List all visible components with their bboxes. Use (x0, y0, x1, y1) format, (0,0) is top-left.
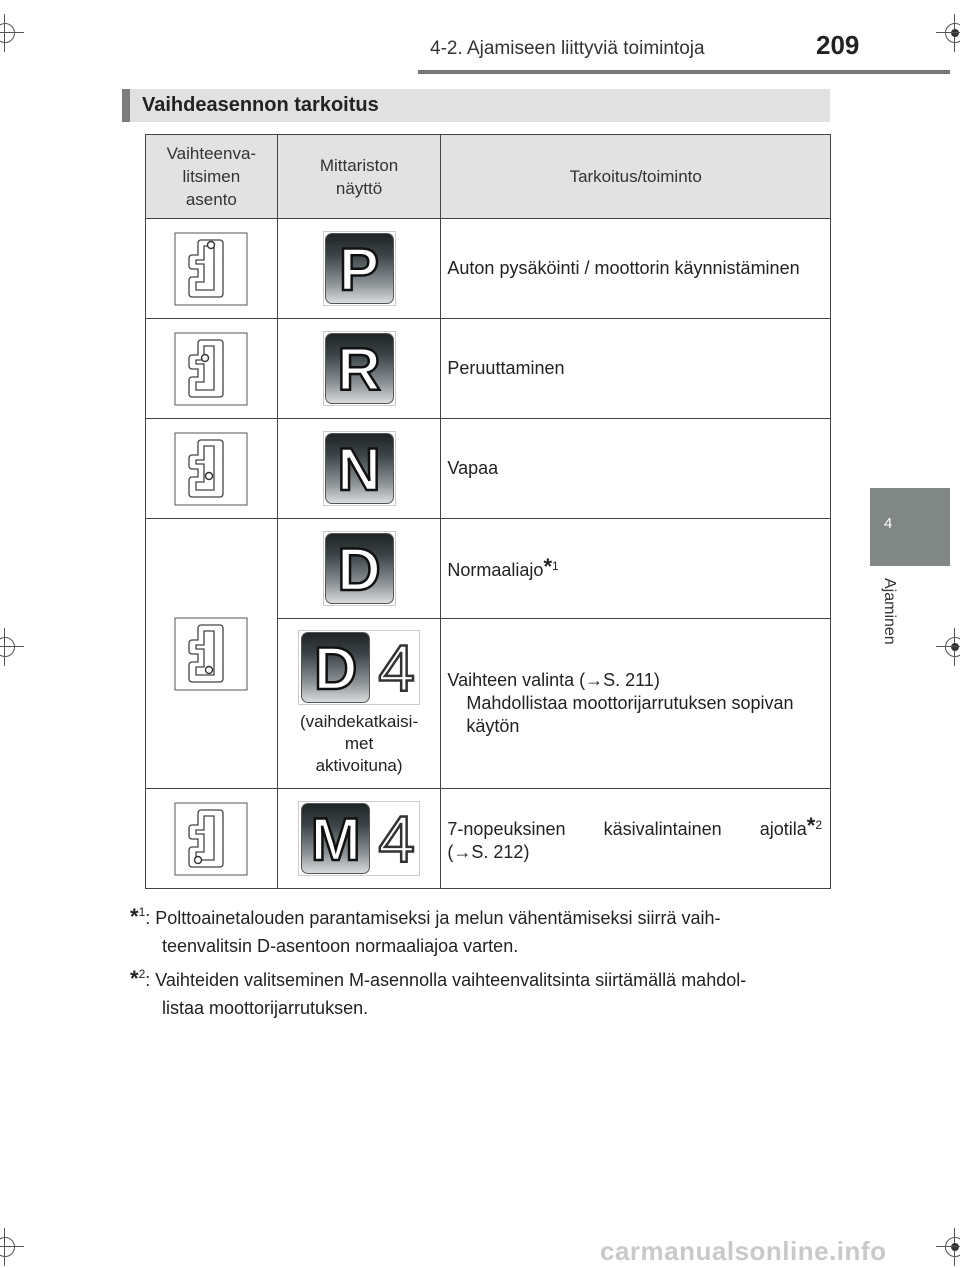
shift-gate-icon (174, 232, 248, 306)
meter-display-cell (277, 619, 441, 789)
shift-knob-marker (206, 666, 213, 673)
header-rule (418, 70, 950, 74)
gear-indicator-n-icon: N (323, 431, 396, 506)
meter-display-cell (277, 419, 441, 519)
chapter-number: 4 (884, 515, 893, 532)
purpose-cell: 7-nopeuksinen käsivalintainen ajotila*$^2$ (→S. 212) (441, 789, 831, 889)
gear-indicator-m4-icon: M 4 (298, 801, 420, 876)
meter-display-cell (277, 219, 441, 319)
shift-position-cell (146, 419, 278, 519)
display-note: (vaihdekatkaisi- met aktivoituna) (300, 712, 419, 775)
shift-gate-icon (174, 802, 248, 876)
table-row (146, 219, 831, 319)
shift-knob-marker (208, 241, 215, 248)
table-row (146, 519, 831, 619)
shift-knob-marker (195, 856, 202, 863)
footnote-number: 1 (552, 559, 559, 573)
registration-mark-icon (0, 1228, 24, 1266)
registration-mark-icon (0, 14, 24, 52)
table-row (146, 789, 831, 889)
shift-gate-icon (174, 432, 248, 506)
header-meter-display: Mittariston näyttö (277, 135, 441, 219)
purpose-cell: Normaaliajo*$^1$ (441, 519, 831, 619)
header-shift-position: Vaihteenva- litsimen asento (146, 135, 278, 219)
purpose-cell: Auton pysäköinti / moottorin käynnistäminen (441, 219, 831, 319)
registration-mark-icon (0, 628, 24, 666)
footnote-marker: * (543, 554, 553, 579)
shift-gate-icon (174, 617, 248, 691)
footnote-2: *$^2$: Vaihteiden valitseminen M-asennolla vaihteenvalitsinta siirtämällä mahdol- listaa moottorijarrutuksen. (130, 966, 747, 1018)
shift-knob-marker (202, 354, 209, 361)
gear-indicator-d4-icon: D 4 (298, 630, 420, 705)
meter-display-cell (277, 789, 441, 889)
section-heading: Vaihdeasennon tarkoitus (122, 89, 830, 122)
footnote-marker: * (806, 812, 816, 838)
purpose-cell: Vaihteen valinta (→S. 211) Mahdollistaa moottorijarrutuksen sopivan käytön (441, 619, 831, 789)
table-row (146, 419, 831, 519)
registration-mark-icon (936, 1228, 960, 1266)
registration-mark-icon (936, 14, 960, 52)
table-header-row (146, 135, 831, 219)
header-purpose: Tarkoitus/toiminto (441, 135, 831, 219)
chapter-tab (870, 488, 950, 566)
meter-display-cell (277, 519, 441, 619)
gear-position-table (145, 134, 831, 889)
shift-position-cell (146, 519, 278, 789)
table-row (146, 319, 831, 419)
registration-mark-icon (936, 628, 960, 666)
shift-position-cell (146, 219, 278, 319)
shift-knob-marker (206, 472, 213, 479)
page-number: 209 (816, 30, 860, 60)
shift-position-cell (146, 319, 278, 419)
shift-gate-icon (174, 332, 248, 406)
chapter-label: Ajaminen (881, 578, 898, 645)
gear-indicator-r-icon: R (323, 331, 396, 406)
footnote-number: 2 (815, 817, 822, 832)
gear-indicator-d-icon: D (323, 531, 396, 606)
gear-indicator-p-icon: P (323, 231, 396, 306)
footnote-1: *$^1$: Polttoainetalouden parantamiseksi ja melun vähentämiseksi siirrä vaih- teenvalitsin D-asentoon normaaliajoa varten. (130, 904, 721, 956)
purpose-cell: Peruuttaminen (441, 319, 831, 419)
watermark: carmanualsonline.info (600, 1236, 887, 1266)
meter-display-cell (277, 319, 441, 419)
purpose-cell: Vapaa (441, 419, 831, 519)
shift-position-cell (146, 789, 278, 889)
section-title: 4-2. Ajamiseen liittyviä toimintoja (430, 38, 705, 59)
